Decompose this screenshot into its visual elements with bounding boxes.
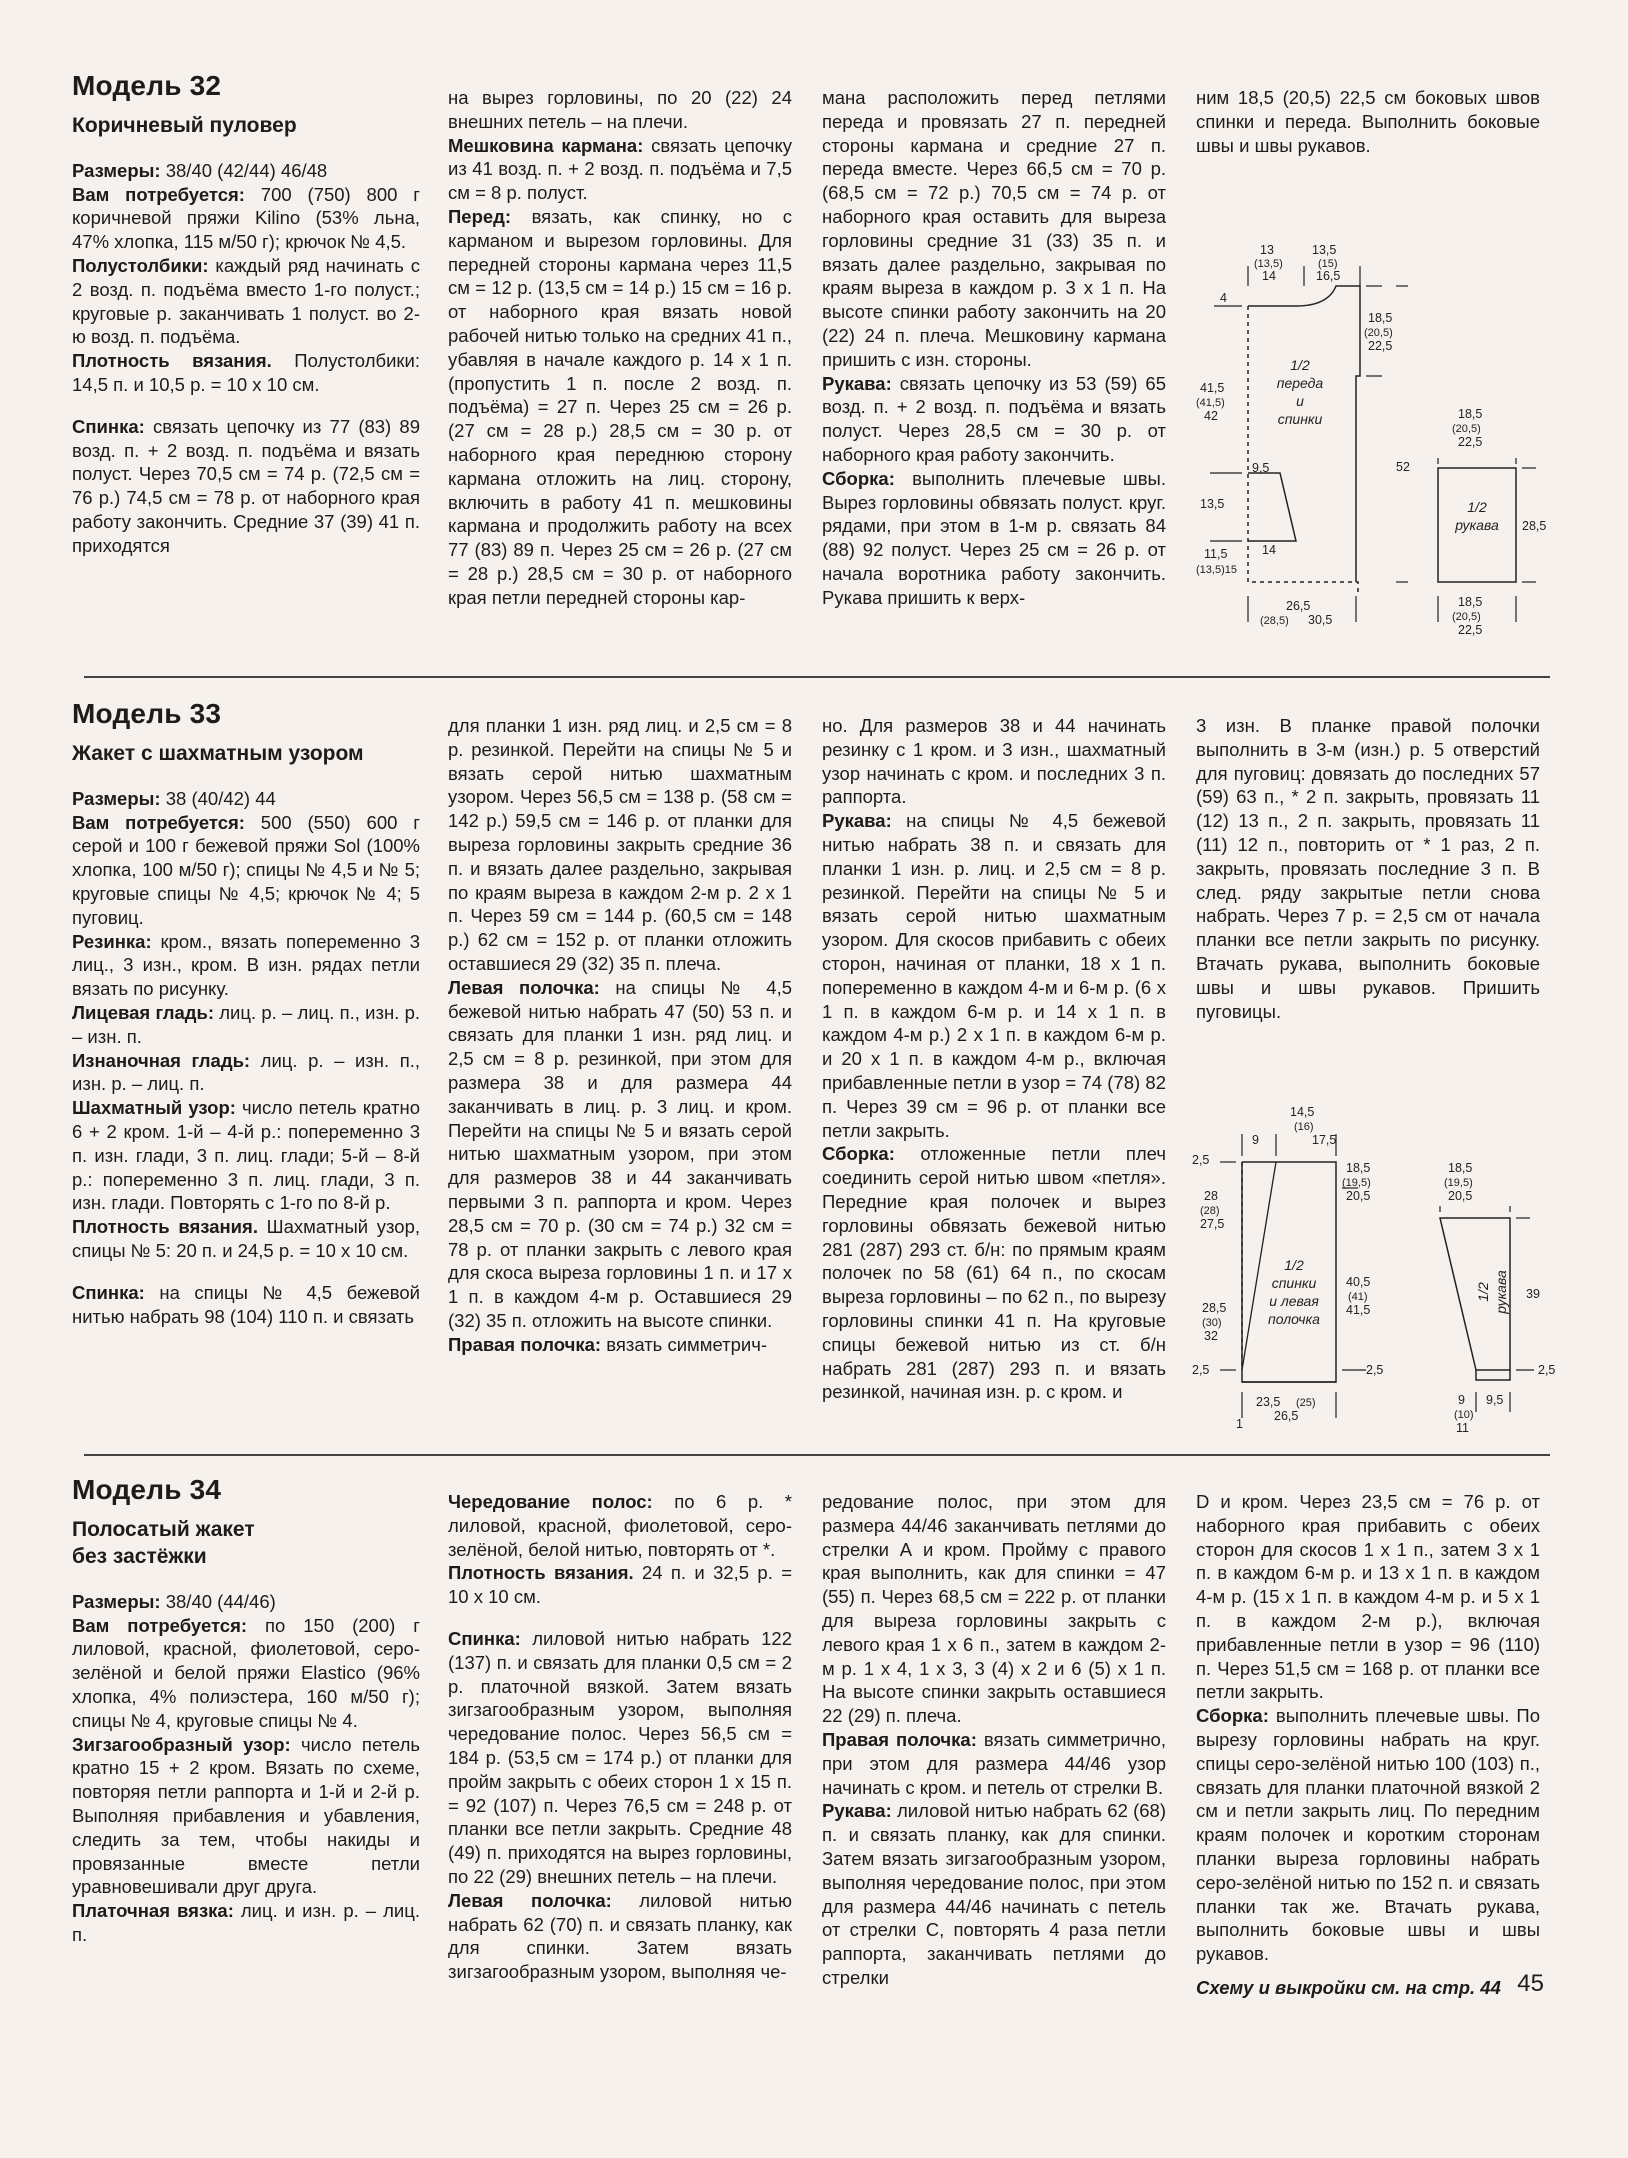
m32-c3-p2: Сборка: выполнить плечевые швы. Вырез горловины обвязать полуст. круг. рядами, при этом в 1-м р. связать 84 (88) 92 полуст. Через 25 см = 26 р. от начала воротника работу закончить. Рукава пришить к верх- [822,467,1166,608]
m33-c1-p6: Плотность вязания. Шахматный узор, спицы № 5: 20 п. и 24,5 р. = 10 х 10 см. [72,1216,420,1261]
m34-column-1 [72,1474,420,1947]
m34-column-4 [1196,1490,1540,2000]
m32-dim-sleeve-top-3: 22,5 [1458,435,1483,449]
m33-dim-side-3: 41,5 [1346,1303,1371,1317]
m33-dim-front-3: 32 [1204,1329,1218,1343]
m32-dim-sleeve-bottom-3: 22,5 [1458,623,1483,636]
m34-c2-p0: Чередование полос: по 6 р. * лиловой, красной, фиолетовой, серо-зелёной, белой нитью, повторять от *. [448,1491,792,1560]
m32-pattern-diagram [1196,236,1556,636]
m32-c1-p0: Размеры: 38/40 (42/44) 46/48 [72,159,328,181]
m32-dim-sleeve-bottom-1: 18,5 [1458,595,1483,609]
m32-heading: Модель 32 [72,70,222,101]
m33-dim-edge-sleeve: 2,5 [1538,1363,1556,1377]
m32-c2-p1: Мешковина кармана: связать цепочку из 41 возд. п. + 2 возд. п. подъёма и 7,5 см = 8 р. полуст. [448,134,792,204]
m32-dim-top-left-1: 13 [1260,243,1274,257]
m33-column-1 [72,698,420,1328]
m32-dim-pocket-width: 14 [1262,543,1276,557]
m34-c3-p1: Правая полочка: вязать симметрично, при этом для размера 44/46 узор начинать с кром. и петель от стрелки В. [822,1728,1166,1798]
m32-dim-sleeve-height: 28,5 [1522,519,1547,533]
m32-c2-p0: на вырез горловины, по 20 (22) 24 внешних петель – на плечи. [448,87,792,132]
m32-dim-width-3: 30,5 [1308,613,1333,627]
m32-dim-top-left-2: (13,5) [1254,258,1283,270]
m32-dim-width-2: (28,5) [1260,615,1289,627]
divider-1 [84,676,1550,678]
m34-title: Полосатый жакет без застёжки [72,1517,255,1568]
m34-c1-p3: Платочная вязка: лиц. и изн. р. – лиц. п. [72,1900,420,1945]
m32-dim-total-height: 52 [1396,460,1410,474]
m32-column-1 [72,70,420,558]
m34-c3-p2: Рукава: лиловой нитью набрать 62 (68) п. и связать планку, как для спинки. Затем вязать зигзагообразным узором, выполняя чередование полос, при этом для размера 44/46 начинать с петель от стрелки С, повторять 4 раза петли раппорта, заканчивать петлями до стрелки [822,1800,1166,1988]
m33-dim-edge-bottom-mid: 2,5 [1366,1363,1384,1377]
m33-c1-p7: Спинка: на спицы № 4,5 бежевой нитью набрать 98 (104) 110 п. и связать [72,1281,420,1327]
m33-dim-shoulder-1: 14,5 [1290,1105,1315,1119]
m33-dim-shoulder-2: (16) [1294,1121,1314,1133]
m33-dim-shoulder-3: 17,5 [1312,1133,1337,1147]
m33-column-2 [448,714,792,1357]
m33-heading: Модель 33 [72,698,222,729]
m32-body-label-1: 1/2 [1290,357,1310,373]
m33-dim-front-1: 28,5 [1202,1301,1227,1315]
m32-body-label-4: спинки [1277,411,1323,427]
m32-dim-top-right-1: 13,5 [1312,243,1337,257]
m33-column-3 [822,714,1166,1404]
m33-c4-p0: 3 изн. В планке правой полочки выполнить в 3-м (изн.) р. 5 отверстий для пуговиц: довязать до последних 57 (59) 63 п., * 2 п. закрыть, провязать 11 (12) 13 п., 2 п. закрыть, провязать 11 (11) 12 п., повторить от * 1 раз, 2 п. закрыть, провязать последние 3 п. В след. ряду закрытые петли снова набрать. Через 7 р. = 2,5 см от начала планки все петли закрыть по рисунку. Втачать рукава, выполнить боковые швы и швы рукавов. Пришить пуговицы. [1196,715,1540,1022]
m33-c2-p0: для планки 1 изн. ряд лиц. и 2,5 см = 8 р. резинкой. Перейти на спицы № 5 и вязать серой нитью шахматным узором. Через 56,5 см = 138 р. (58 см = 142 р.) 59,5 см = 146 р. от планки для выреза горловины закрыть средние 36 п. и вязать далее раздельно, закрывая по краям выреза в каждом 2-м р. 2 х 1 п. Через 59 см = 144 р. (60,5 см = 148 р.) 62 см = 152 р. от планки отложить оставшиеся 29 (32) 35 п. плеча. [448,715,792,974]
m33-body-label-2: спинки [1271,1275,1317,1291]
m33-body-label-4: полочка [1268,1311,1320,1327]
m32-sleeve-label-1: 1/2 [1467,499,1487,515]
m34-heading: Модель 34 [72,1474,222,1505]
m33-sleeve-label-1: 1/2 [1475,1282,1491,1302]
m33-c3-p1: Рукава: на спицы № 4,5 бежевой нитью набрать 38 п. и связать для планки 1 изн. р. лиц. и 2,5 см = 8 р. резинкой. Перейти на спицы № 5 и вязать серой нитью шахматным узором. Для скосов прибавить с обеих сторон, начиная от планки, 18 х 1 п. попеременно в каждом 4-м и 6-м р. (6 х 1 п. в каждом 6-м р. и 14 х 1 п. в каждом 4-м р.) 2 х 1 п. в каждом 6-м р. и 20 х 1 п. в каждом 4-м р., включая прибавленные петли в узор = 74 (78) 82 п. Через 39 см = 96 р. от планки все петли закрыть. [822,810,1166,1141]
m34-c1-p0: Размеры: 38/40 (44/46) [72,1590,276,1612]
m32-dim-side-1: 41,5 [1200,381,1225,395]
m32-title: Коричневый пуловер [72,113,297,137]
m33-dim-armhole-3: 20,5 [1346,1189,1371,1203]
m33-dim-neck-h-2: (28) [1200,1205,1220,1217]
m33-dim-sleeve-bottom-1: 9 [1458,1393,1465,1407]
m34-c2-p1: Плотность вязания. 24 п. и 32,5 р. = 10 х 10 см. [448,1562,792,1608]
m32-dim-armhole-1: 18,5 [1368,311,1393,325]
m34-footer-ref: Схему и выкройки см. на стр. 44 [1196,1976,1501,1998]
m33-c1-p0: Размеры: 38 (40/42) 44 [72,787,276,809]
m32-dim-sleeve-bottom-2: (20,5) [1452,611,1481,623]
m33-dim-front-2: (30) [1202,1317,1222,1329]
m33-c1-p5: Шахматный узор: число петель кратно 6 + 2 кром. 1-й – 4-й р.: попеременно 3 п. изн. глади, 3 п. лиц. глади; 5-й – 8-й р.: попеременно 3 п. лиц. глади, 3 п. изн. глади. Повторять с 1-го по 8-й р. [72,1097,420,1214]
m33-dim-edge-bottom-left: 2,5 [1192,1363,1210,1377]
m33-c3-p2: Сборка: отложенные петли плеч соединить серой нитью швом «петля». Передние края полочек и вырез горловины обвязать бежевой нитью 281 (287) 293 ст. б/н: по прямым краям полочек по 58 (61) 64 п., по скосам выреза горловины – по 62 п., по вырезу горловины спинки 41 п. На круговые спицы бежевой нитью из ст. б/н набрать 281 (287) 293 п. и вязать резинкой, начиная изн. р. с кром. и [822,1143,1166,1403]
m33-dim-neck-h-1: 28 [1204,1189,1218,1203]
m32-body-label-2: переда [1276,375,1324,391]
m33-c2-p2: Правая полочка: вязать симметрич- [448,1333,768,1355]
m33-dim-width-2: (25) [1296,1397,1316,1409]
m33-dim-armhole-1: 18,5 [1346,1161,1371,1175]
m32-dim-side-3: 42 [1204,409,1218,423]
m33-dim-neck-width: 9 [1252,1133,1259,1147]
m33-dim-sleeve-bottom-3: 11 [1456,1421,1469,1435]
m34-column-3 [822,1490,1166,1990]
m33-dim-armhole-2: (19,5) [1342,1177,1371,1189]
m33-c2-p1: Левая полочка: на спицы № 4,5 бежевой нитью набрать 47 (50) 53 п. и связать для планки 1 изн. ряд лиц. и 2,5 см = 8 р. резинкой, при этом для размера 38 и для размера 44 заканчивать в лиц. р. 3 лиц. и кром. Перейти на спицы № 5 и вязать серой нитью шахматным узором, при этом для размеров 38 и 44 заканчивать первыми 3 п. раппорта и кром. Через 28,5 см = 70 р. (30 см = 74 р.) 32 см = 78 р. от планки закрыть с левого края для скоса выреза горловины 1 п. и 17 х 1 п. в каждом 4-м р. Оставшиеся 29 (32) 35 п. отложить на высоте спинки. [448,976,792,1331]
m32-column-2 [448,86,792,610]
m33-dim-one: 1 [1236,1417,1243,1431]
m32-dim-side-2: (41,5) [1196,397,1225,409]
m33-dim-sleeve-bottom-2: (10) [1454,1409,1474,1421]
m32-column-4 [1196,86,1540,157]
m33-c1-p3: Лицевая гладь: лиц. р. – лиц. п., изн. р. – изн. п. [72,1001,420,1047]
m34-c1-p1: Вам потребуется: по 150 (200) г лиловой, красной, фиолетовой, серо-зелёной и белой пряжи Elastico (96% хлопка, 4% полиэстера, 160 м/50 г); спицы № 4, круговые спицы № 4. [72,1614,420,1731]
m32-c1-p1: Вам потребуется: 700 (750) 800 г коричневой пряжи Kilino (53% льна, 47% хлопка, 115 м/50 г); крючок № 4,5. [72,183,420,253]
m33-title: Жакет с шахматным узором [72,741,364,765]
m32-c3-p1: Рукава: связать цепочку из 53 (59) 65 возд. п. + 2 возд. п. подъёма и вязать полуст. Через 28,5 см = 30 р. от наборного края работу закончить. [822,372,1166,465]
m32-dim-top-left-3: 14 [1262,269,1276,283]
m34-c4-p0: D и кром. Через 23,5 см = 76 р. от наборного края прибавить с обеих сторон для скосов 1 х 1 п., затем 3 х 1 п. в каждом 6-м р. и 13 х 1 п. в каждом 4-м р. (15 х 1 п. в каждом 4-м р. и 5 х 1 п. в каждом 2-м р.), включая прибавленные петли в узор = 96 (110) п. Через 51,5 см = 168 р. от планки все петли закрыть. [1196,1491,1540,1703]
m32-c2-p2: Перед: вязать, как спинку, но с карманом и вырезом горловины. Для передней стороны кармана через 11,5 см = 12 р. (13,5 см = 14 р.) 15 см = 16 р. от наборного края вязать новой рабочей нитью только на средних 41 п., убавляя в начале каждого р. 14 х 1 п. (пропустить 1 п. после 2 возд. п. подъёма) = 27 п. Через 25 см = 26 р. (27 см = 28 р.) 28,5 см = 30 р. от наборного края переднюю сторону кармана отложить на лиц. сторону, включить в работу 41 п. мешковины кармана и продолжить работу на всех 77 (83) 89 п. Через 25 см = 26 р. (27 см = 28 р.) 28,5 см = 30 р. от наборного края петли передней стороны кар- [448,205,792,608]
m32-c1-p3: Плотность вязания. Полустолбики: 14,5 п. и 10,5 р. = 10 х 10 см. [72,350,420,395]
m32-dim-armhole-3: 22,5 [1368,339,1393,353]
divider-2 [84,1454,1550,1456]
m33-dim-sleeve-bottom-right: 9,5 [1486,1393,1504,1407]
m34-c4-p1: Сборка: выполнить плечевые швы. По вырезу горловины набрать на круг. спицы серо-зелёной нитью 100 (103) п., связать для планки платочной вязкой 2 см и петли закрыть лиц. По передним краям полочек и коротким сторонам планки выреза горловины набрать серо-зелёной нитью по 152 п. и связать планки так же. Втачать рукава, выполнить боковые швы и швы рукавов. [1196,1705,1540,1965]
m34-c2-p2: Спинка: лиловой нитью набрать 122 (137) п. и связать для планки 0,5 см = 2 р. платочной вязкой. Затем вязать зигзагообразным узором, выполняя чередование полос. Через 56,5 см = 184 р. (53,5 см = 174 р.) от планки для пройм закрыть с обеих сторон 1 х 15 п. = 92 (107) п. Через 76,5 см = 248 р. от планки все петли закрыть. Средние 48 (49) п. приходятся на вырез горловины, по 22 (29) внешних петель – на плечи. [448,1627,792,1887]
m33-dim-width-1: 23,5 [1256,1395,1281,1409]
m33-dim-sleeve-top-1: 18,5 [1448,1161,1473,1175]
m32-dim-pocket-bottom-2: (13,5)15 [1196,564,1237,576]
m33-body-label-1: 1/2 [1284,1257,1304,1273]
m32-dim-neck-depth: 4 [1220,291,1227,305]
m34-column-2 [448,1490,792,1984]
m33-dim-sleeve-height: 39 [1526,1287,1540,1301]
m33-dim-sleeve-top-3: 20,5 [1448,1189,1473,1203]
m34-c3-p0: редование полос, при этом для размера 44/46 заканчивать петлями до стрелки А и кром. Пройму с правого края выполнить, как для спинки = 47 (55) п. Через 68,5 см = 222 р. от планки для выреза горловины закрыть с левого края 1 х 6 п., затем в каждом 2-м р. 1 х 4, 1 х 3, 3 (4) х 2 и 6 (5) х 1 п. На высоте спинки закрыть оставшиеся 22 (29) п. плеча. [822,1491,1166,1727]
m32-dim-top-right-2: (15) [1318,258,1338,270]
m33-c1-p1: Вам потребуется: 500 (550) 600 г серой и 100 г бежевой пряжи Sol (100% хлопка, 100 м/50 г); спицы № 4,5 и № 5; круговые спицы № 4,5; крючок № 4; 5 пуговиц. [72,811,420,928]
m33-dim-edge-top: 2,5 [1192,1153,1210,1167]
m33-dim-width-3: 26,5 [1274,1409,1299,1423]
m32-c1-p4: Спинка: связать цепочку из 77 (83) 89 возд. п. + 2 возд. п. подъёма и вязать полуст. Через 70,5 см = 74 р. (72,5 см = 76 р.) 74,5 см = 78 р. от наборного края работу закончить. Средние 37 (39) 41 п. приходятся [72,415,420,556]
m32-dim-width-1: 26,5 [1286,599,1311,613]
m32-body-label-3: и [1296,393,1304,409]
m33-column-4 [1196,714,1540,1023]
m32-dim-armhole-2: (20,5) [1364,327,1393,339]
m32-sleeve-label-2: рукава [1455,517,1499,533]
m32-dim-pocket-side: 13,5 [1200,497,1225,511]
m33-c1-p4: Изнаночная гладь: лиц. р. – изн. п., изн. р. – лиц. п. [72,1049,420,1095]
m32-c4-p0: ним 18,5 (20,5) 22,5 см боковых швов спинки и переда. Выполнить боковые швы и швы рукавов. [1196,87,1540,156]
m33-dim-side-1: 40,5 [1346,1275,1371,1289]
m33-c3-p0: но. Для размеров 38 и 44 начинать резинку с 1 кром. и 3 изн., шахматный узор начинать с кром. и последних 3 п. раппорта. [822,715,1166,808]
m33-dim-sleeve-top-2: (19,5) [1444,1177,1473,1189]
m32-c3-p0: мана расположить перед петлями переда и провязать 27 п. передней стороны кармана и средние 27 п. переда вместе. Через 66,5 см = 70 р. (68,5 см = 72 р.) 70,5 см = 74 р. от наборного края оставить для выреза горловины средние 31 (33) 35 п. и вязать далее раздельно, закрывая по краям выреза в каждом р. 3 х 1 п. На высоте спинки работу закончить на 20 (22) 24 п. плеча. Мешковину кармана пришить с изн. стороны. [822,87,1166,370]
m34-c2-p3: Левая полочка: лиловой нитью набрать 62 (70) п. и связать планку, как для спинки. Затем вязать зигзагообразным узором, выполняя че- [448,1889,792,1983]
m32-dim-top-right-3: 16,5 [1316,269,1341,283]
m32-c1-p2: Полустолбики: каждый ряд начинать с 2 возд. п. подъёма вместо 1-го полуст.; круговые р. заканчивать 1 полуст. во 2-ю возд. п. подъёма. [72,254,420,348]
m33-sleeve-label-2: рукава [1493,1270,1509,1314]
m33-dim-side-2: (41) [1348,1291,1368,1303]
m32-column-3 [822,86,1166,610]
m32-dim-sleeve-top-1: 18,5 [1458,407,1483,421]
m33-body-label-3: и левая [1269,1293,1319,1309]
m32-dim-pocket-top: 9,5 [1252,461,1270,475]
page-number: 45 [1517,1970,1544,1997]
m33-pattern-diagram [1190,1102,1570,1478]
m33-c1-p2: Резинка: кром., вязать попеременно 3 лиц., 3 изн., кром. В изн. рядах петли вязать по рисунку. [72,930,420,1000]
m32-dim-sleeve-top-2: (20,5) [1452,423,1481,435]
m32-dim-pocket-bottom-1: 11,5 [1204,547,1228,561]
m33-dim-neck-h-3: 27,5 [1200,1217,1225,1231]
m34-c1-p2: Зигзагообразный узор: число петель кратно 15 + 2 кром. Вязать по схеме, повторяя петли раппорта и 1-й и 2-й р. Выполняя прибавления и убавления, следить за тем, чтобы накиды и провязанные вместе петли уравновешивали друг друга. [72,1733,420,1898]
